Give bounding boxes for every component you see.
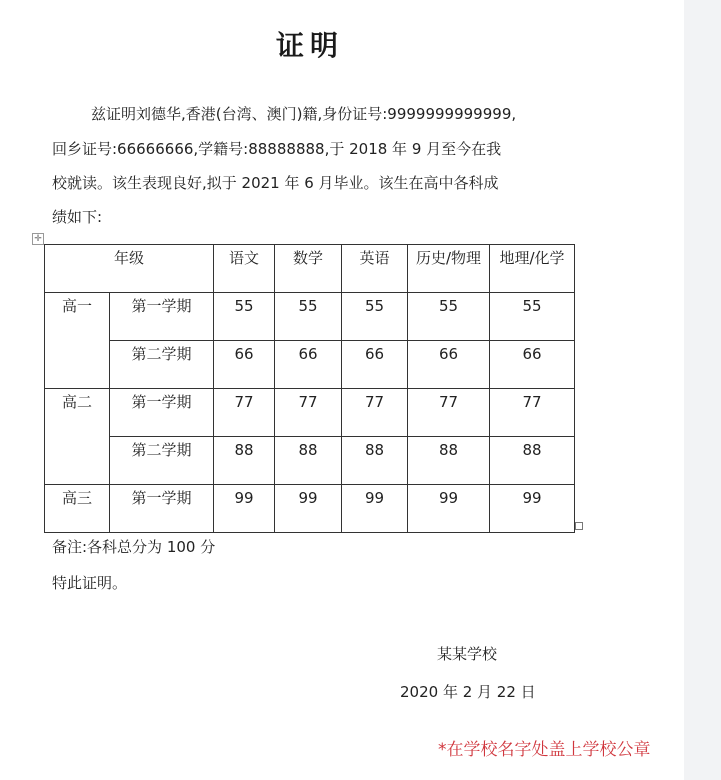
body-line-4: 绩如下: xyxy=(52,208,103,226)
table-header-row xyxy=(45,245,575,293)
score-cell: 99 xyxy=(342,485,408,533)
semester-cell: 第二学期 xyxy=(110,341,214,389)
score-cell: 88 xyxy=(214,437,275,485)
stamp-instruction: *在学校名字处盖上学校公章 xyxy=(438,740,651,760)
score-cell: 88 xyxy=(408,437,490,485)
header-subject: 数学 xyxy=(275,245,342,293)
grade-cell: 高三 xyxy=(45,485,110,533)
document-title: 证明 xyxy=(275,29,344,62)
body-line-2: 回乡证号:66666666,学籍号:88888888,于 2018 年 9 月至今在我 xyxy=(52,140,502,158)
score-cell: 77 xyxy=(490,389,575,437)
score-cell: 66 xyxy=(214,341,275,389)
score-cell: 99 xyxy=(214,485,275,533)
score-cell: 55 xyxy=(275,293,342,341)
score-cell: 66 xyxy=(275,341,342,389)
score-cell: 77 xyxy=(275,389,342,437)
body-line-3: 校就读。该生表现良好,拟于 2021 年 6 月毕业。该生在高中各科成 xyxy=(52,174,499,192)
body-line-1: 兹证明刘德华,香港(台湾、澳门)籍,身份证号:9999999999999, xyxy=(91,105,517,123)
semester-cell: 第二学期 xyxy=(110,437,214,485)
table-row xyxy=(45,293,575,341)
score-cell: 77 xyxy=(214,389,275,437)
score-cell: 77 xyxy=(342,389,408,437)
grade-cell: 高二 xyxy=(45,389,110,485)
score-cell: 66 xyxy=(408,341,490,389)
grades-table xyxy=(44,244,575,533)
score-cell: 66 xyxy=(490,341,575,389)
table-row xyxy=(45,389,575,437)
header-subject: 语文 xyxy=(214,245,275,293)
grade-cell: 高一 xyxy=(45,293,110,389)
score-cell: 55 xyxy=(408,293,490,341)
table-row xyxy=(45,485,575,533)
table-row xyxy=(45,437,575,485)
header-subject: 地理/化学 xyxy=(490,245,575,293)
semester-cell: 第一学期 xyxy=(110,293,214,341)
semester-cell: 第一学期 xyxy=(110,485,214,533)
header-subject: 历史/物理 xyxy=(408,245,490,293)
document-date: 2020 年 2 月 22 日 xyxy=(400,683,536,701)
score-cell: 88 xyxy=(490,437,575,485)
score-cell: 88 xyxy=(342,437,408,485)
resize-handle-icon[interactable] xyxy=(575,522,583,530)
score-cell: 66 xyxy=(342,341,408,389)
score-cell: 88 xyxy=(275,437,342,485)
header-subject: 英语 xyxy=(342,245,408,293)
score-cell: 99 xyxy=(408,485,490,533)
closing-text: 特此证明。 xyxy=(52,574,128,592)
score-cell: 55 xyxy=(342,293,408,341)
score-cell: 77 xyxy=(408,389,490,437)
score-cell: 55 xyxy=(214,293,275,341)
semester-cell: 第一学期 xyxy=(110,389,214,437)
note-text: 备注:各科总分为 100 分 xyxy=(52,538,216,556)
table-row xyxy=(45,341,575,389)
score-cell: 99 xyxy=(490,485,575,533)
score-cell: 55 xyxy=(490,293,575,341)
header-grade: 年级 xyxy=(45,245,214,293)
score-cell: 99 xyxy=(275,485,342,533)
move-handle-icon[interactable]: ✛ xyxy=(32,233,44,245)
school-name: 某某学校 xyxy=(437,645,498,663)
